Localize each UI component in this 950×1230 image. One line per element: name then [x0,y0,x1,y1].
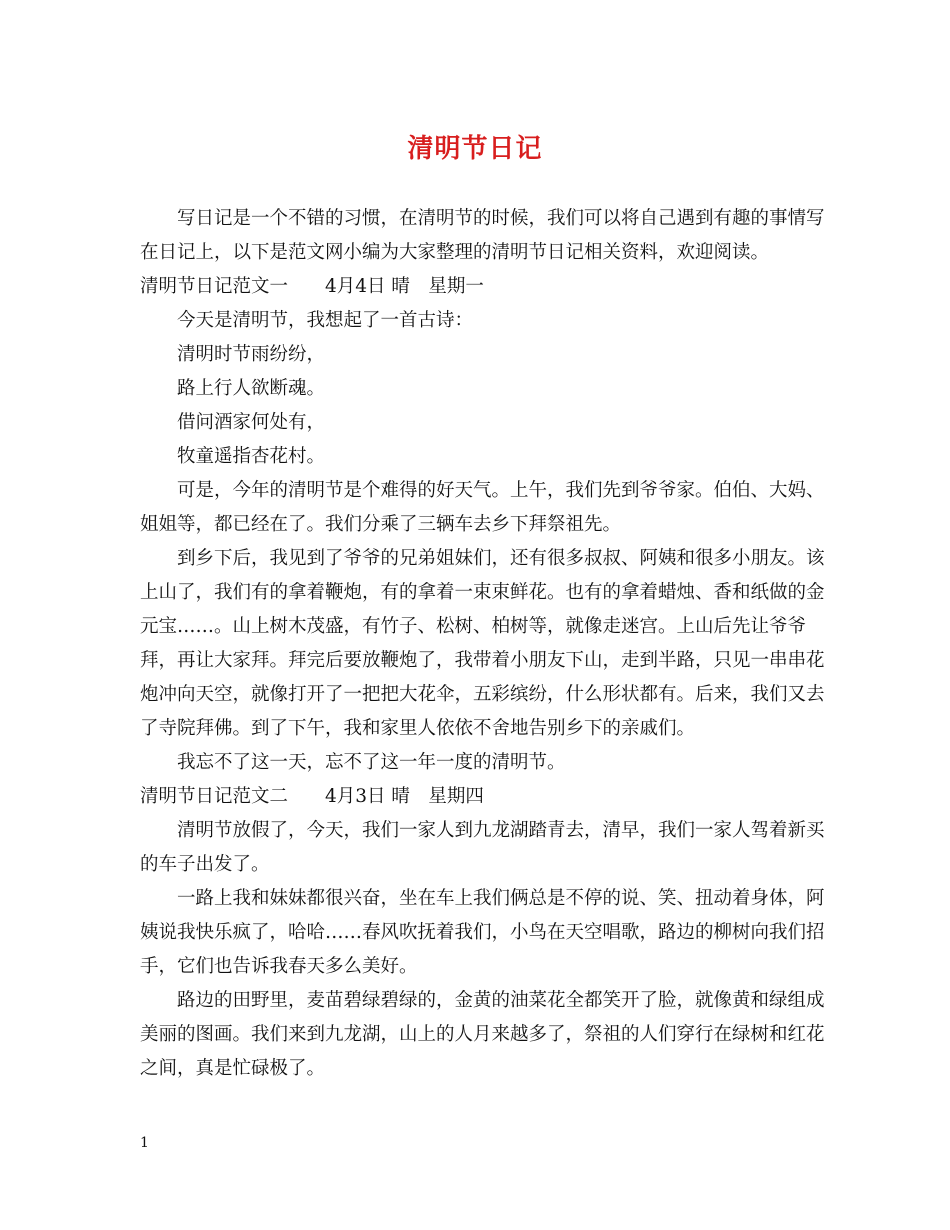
paragraph: 清明节放假了，今天，我们一家人到九龙湖踏青去，清早，我们一家人驾着新买的车子出发了。 [140,820,825,875]
paragraph: 今天是清明节，我想起了一首古诗： [177,310,474,331]
paragraph: 到乡下后，我见到了爷爷的兄弟姐妹们，还有很多叔叔、阿姨和很多小朋友。该上山了，我们有的拿着鞭炮，有的拿着一束束鲜花。也有的拿着蜡烛、香和纸做的金元宝……。山上树木茂盛，有竹子、松树、柏树等，就像走迷宫。上山后先让爷爷拜，再让大家拜。拜完后要放鞭炮了，我带着小朋友下山，走到半路，只见一串串花炮冲向天空，就像打开了一把把大花伞，五彩缤纷，什么形状都有。后来，我们又去了寺院拜佛。到了下午，我和家里人依依不舍地告别乡下的亲戚们。 [140,548,825,739]
paragraph: 可是，今年的清明节是个难得的好天气。上午，我们先到爷爷家。伯伯、大妈、姐姐等，都已经在了。我们分乘了三辆车去乡下拜祭祖先。 [140,480,825,535]
section-heading-1: 清明节日记范文一 4月4日 晴 星期一 [140,276,484,297]
page-number: 1 [140,1135,149,1151]
poem-line: 借问酒家何处有， [177,412,326,433]
section-heading-2: 清明节日记范文二 4月3日 晴 星期四 [140,786,484,807]
paragraph: 我忘不了这一天，忘不了这一年一度的清明节。 [177,752,566,773]
intro-paragraph: 写日记是一个不错的习惯，在清明节的时候，我们可以将自己遇到有趣的事情写在日记上，以下是范文网小编为大家整理的清明节日记相关资料，欢迎阅读。 [140,208,825,263]
paragraph: 一路上我和妹妹都很兴奋，坐在车上我们俩总是不停的说、笑、扭动着身体，阿姨说我快乐疯了，哈哈……春风吹抚着我们，小鸟在天空唱歌，路边的柳树向我们招手，它们也告诉我春天多么美好。 [140,888,825,977]
document-body [140,202,830,1086]
poem-line: 牧童遥指杏花村。 [177,446,326,467]
poem-line: 清明时节雨纷纷， [177,344,326,365]
page-title: 清明节日记 [407,134,543,164]
paragraph: 路边的田野里，麦苗碧绿碧绿的，金黄的油菜花全都笑开了脸，就像黄和绿组成美丽的图画。我们来到九龙湖，山上的人月来越多了，祭祖的人们穿行在绿树和红花之间，真是忙碌极了。 [140,990,825,1079]
poem-line: 路上行人欲断魂。 [177,378,326,399]
